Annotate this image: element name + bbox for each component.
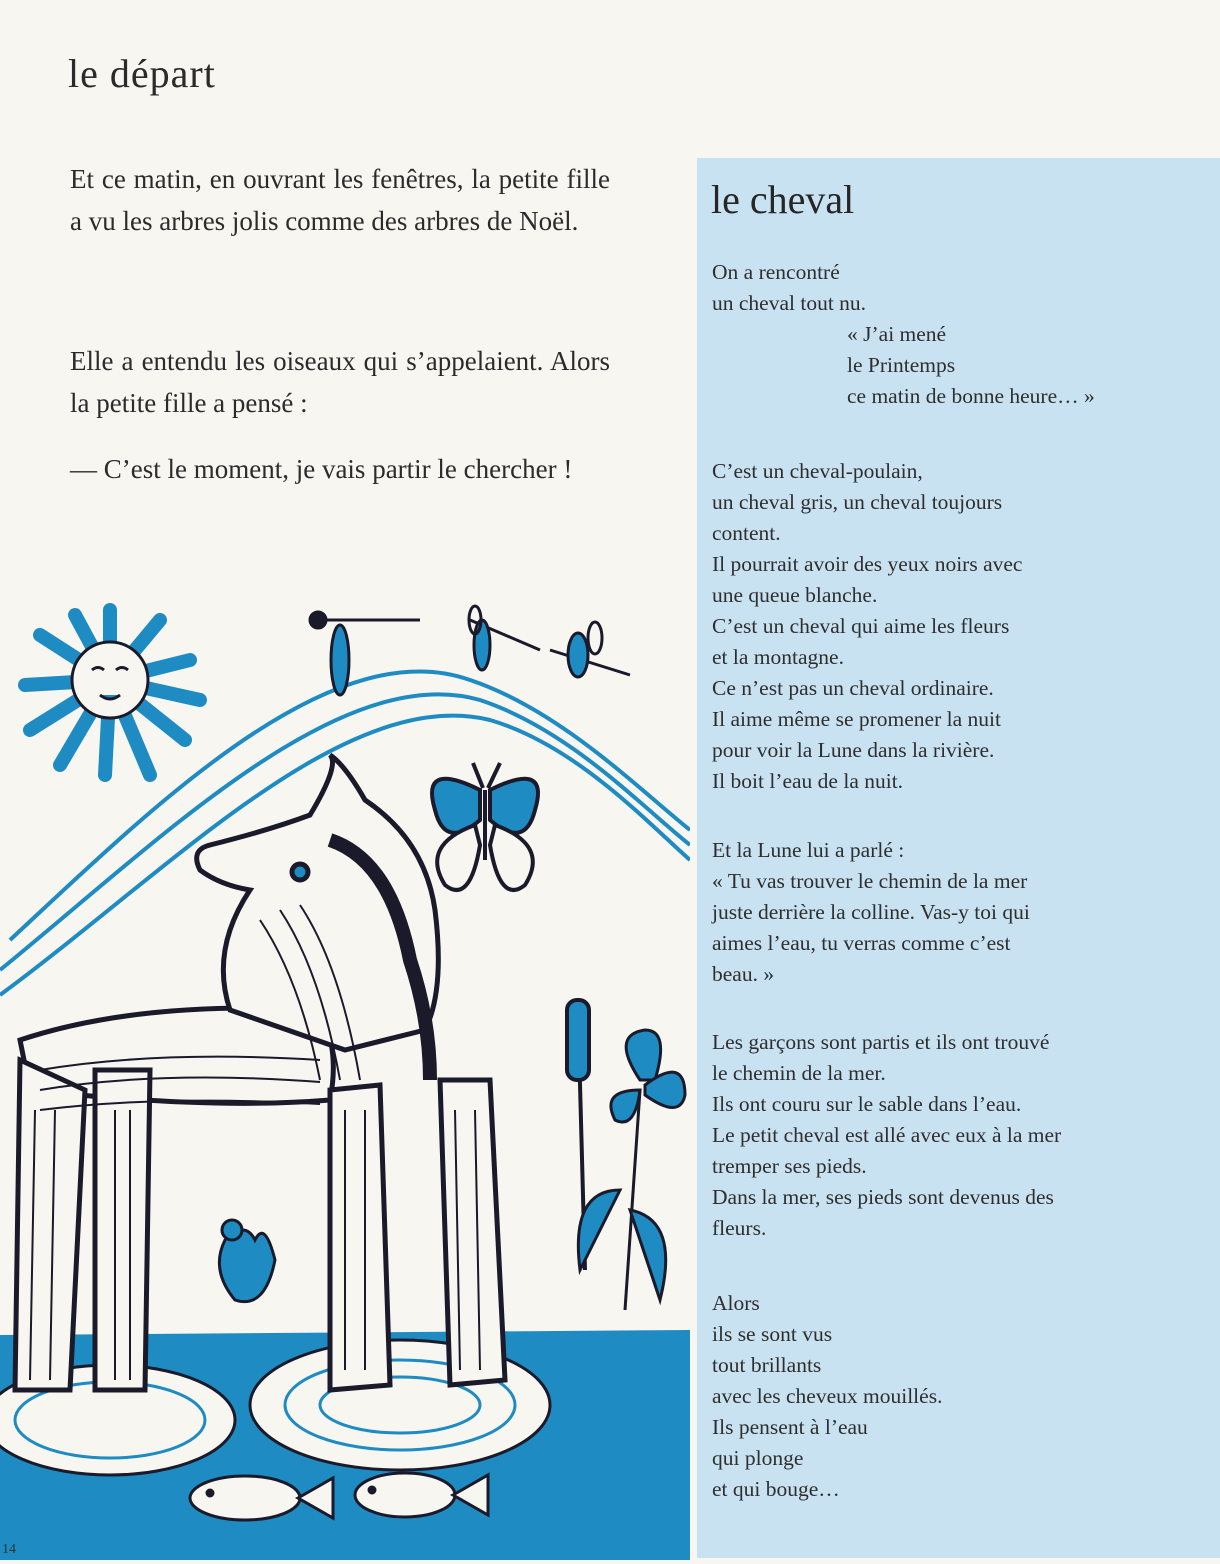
poem-line: tremper ses pieds. xyxy=(712,1154,867,1178)
poem-line: Ils pensent à l’eau xyxy=(712,1415,868,1439)
dragonfly-icon xyxy=(550,622,630,677)
story-paragraph-2 xyxy=(70,340,610,424)
poem-line: aimes l’eau, tu verras comme c’est xyxy=(712,931,1011,955)
poem-line: Il boit l’eau de la nuit. xyxy=(712,769,904,793)
page-number: 14 xyxy=(2,1542,16,1557)
poem-line: Dans la mer, ses pieds sont devenus des xyxy=(712,1185,1054,1209)
paragraph-text: Et ce matin, en ouvrant les fenêtres, la petite fille a vu les arbres jolis comme des arbres de Noël. xyxy=(70,164,610,236)
poem-line: ils se sont vus xyxy=(712,1322,833,1346)
bird-icon xyxy=(219,1220,275,1302)
poem-line: C’est un cheval-poulain, xyxy=(712,459,923,483)
poem-line: Et la Lune lui a parlé : xyxy=(712,838,905,862)
poem-line: « J’ai mené xyxy=(847,322,947,346)
poem-line: beau. » xyxy=(712,962,775,986)
story-paragraph-3 xyxy=(70,448,610,490)
poem-line: Ce n’est pas un cheval ordinaire. xyxy=(712,676,994,700)
poem-line: ce matin de bonne heure… » xyxy=(847,384,1095,408)
dragonfly-icon xyxy=(469,606,540,670)
section-title-cheval: le cheval xyxy=(711,177,855,222)
poem-line: fleurs. xyxy=(712,1216,767,1240)
poem-line: un cheval gris, un cheval toujours xyxy=(712,490,1003,514)
poem-stanza-5 xyxy=(712,1288,1167,1505)
paragraph-text: — C’est le moment, je vais partir le chercher ! xyxy=(70,454,573,484)
poem-line: un cheval tout nu. xyxy=(712,291,867,315)
poem-line: le Printemps xyxy=(847,353,956,377)
poem-line: Le petit cheval est allé avec eux à la mer xyxy=(712,1123,1062,1147)
dragonfly-icon xyxy=(310,612,420,695)
side-panel-cheval xyxy=(697,158,1220,1558)
poem-line: content. xyxy=(712,521,781,545)
poem-line: Il pourrait avoir des yeux noirs avec xyxy=(712,552,1023,576)
poem-line: le chemin de la mer. xyxy=(712,1061,886,1085)
poem-stanza-1 xyxy=(712,257,1167,412)
poem-line: juste derrière la colline. Vas-y toi qui xyxy=(712,900,1030,924)
page-title-depart: le départ xyxy=(68,51,216,96)
poem-line: Ils ont couru sur le sable dans l’eau. xyxy=(712,1092,1022,1116)
poem-line: tout brillants xyxy=(712,1353,822,1377)
flower-icon xyxy=(578,1030,685,1310)
story-paragraph-1 xyxy=(70,158,610,242)
poem-line: Alors xyxy=(712,1291,760,1315)
poem-line: et qui bouge… xyxy=(712,1477,840,1501)
sun-icon xyxy=(25,610,200,775)
poem-stanza-4 xyxy=(712,1027,1167,1244)
poem-stanza-2 xyxy=(712,456,1167,797)
butterfly-icon xyxy=(432,763,538,890)
childrens-drawing-illustration xyxy=(0,590,690,1560)
poem-line: et la montagne. xyxy=(712,645,844,669)
poem-stanza-3 xyxy=(712,835,1167,990)
poem-line: pour voir la Lune dans la rivière. xyxy=(712,738,995,762)
poem-line: Les garçons sont partis et ils ont trouvé xyxy=(712,1030,1050,1054)
poem-line: « Tu vas trouver le chemin de la mer xyxy=(712,869,1028,893)
poem-line: C’est un cheval qui aime les fleurs xyxy=(712,614,1010,638)
poem-line: une queue blanche. xyxy=(712,583,878,607)
paragraph-text: Elle a entendu les oiseaux qui s’appelaient. Alors la petite fille a pensé : xyxy=(70,346,610,418)
poem-line: qui plonge xyxy=(712,1446,804,1470)
poem-line: avec les cheveux mouillés. xyxy=(712,1384,943,1408)
poem-line: Il aime même se promener la nuit xyxy=(712,707,1001,731)
poem-line: On a rencontré xyxy=(712,260,840,284)
